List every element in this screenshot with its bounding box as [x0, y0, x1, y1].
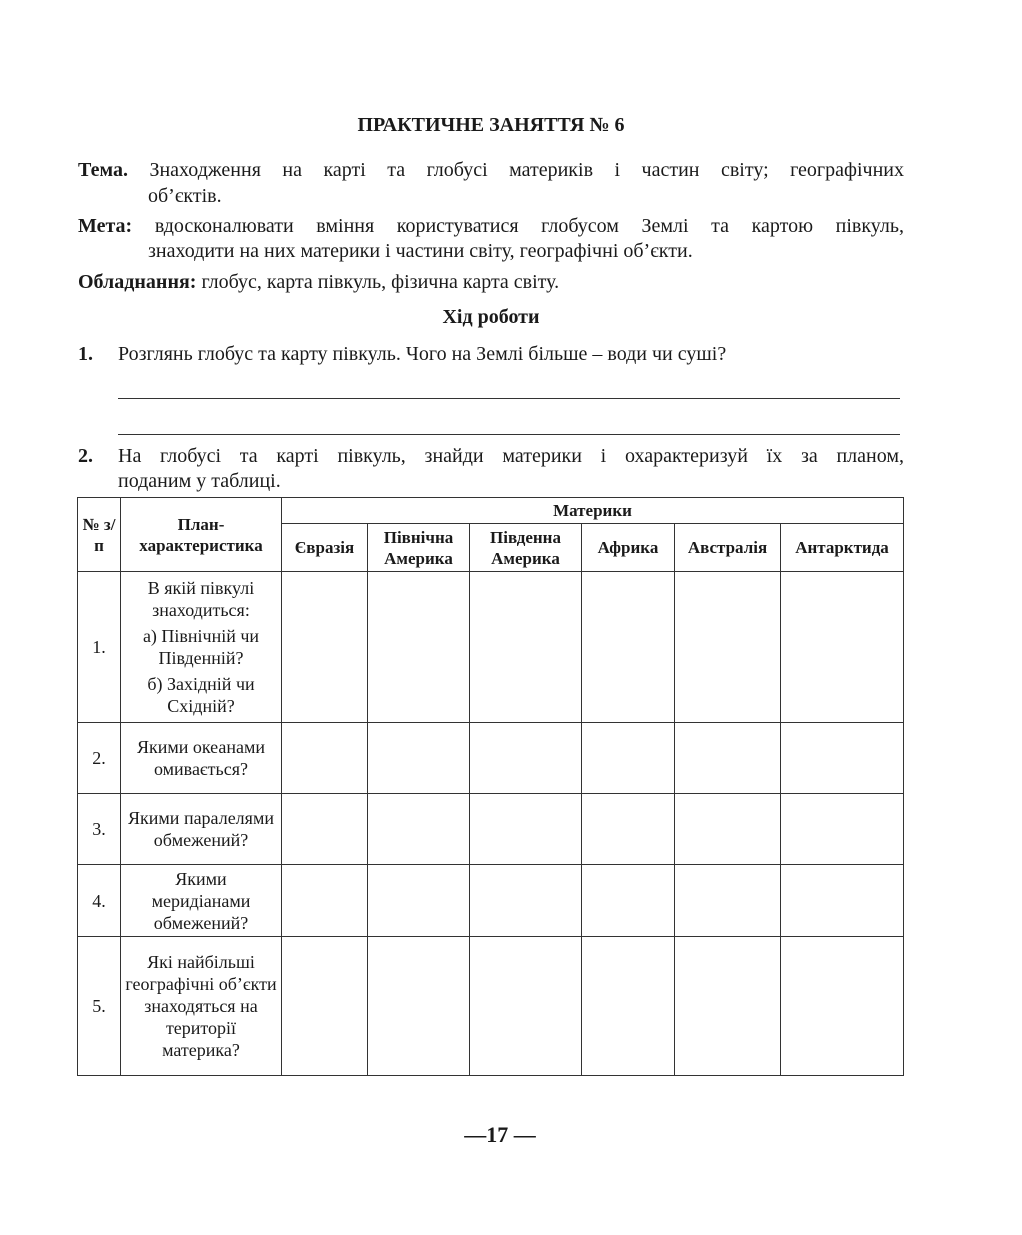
equipment-line [78, 270, 904, 294]
answer-cell[interactable] [470, 794, 582, 865]
task2-text-1: На глобусі та карті півкуль, знайди материки і охарактеризуй їх за планом, [118, 445, 904, 467]
row-plan [121, 937, 282, 1076]
answer-cell[interactable] [675, 937, 781, 1076]
row-number: 4. [78, 865, 121, 937]
header-plan: План-характеристика [121, 498, 282, 572]
answer-cell[interactable] [368, 572, 470, 723]
answer-cell[interactable] [470, 937, 582, 1076]
answer-cell[interactable] [282, 723, 368, 794]
page-number: —17 — [464, 1122, 536, 1147]
plan-text: а) Північній чи Південній? [142, 626, 260, 668]
answer-cell[interactable] [470, 723, 582, 794]
goal-text-2: знаходити на них материки і частини світу, географічні об’єкти. [148, 240, 693, 262]
answer-cell[interactable] [282, 572, 368, 723]
answer-cell[interactable] [582, 794, 675, 865]
answer-line-2[interactable] [118, 434, 900, 435]
answer-cell[interactable] [781, 572, 904, 723]
equipment-label: Обладнання: [78, 271, 197, 293]
header-continent: Антарктида [781, 524, 904, 572]
topic-label: Тема. [78, 159, 128, 181]
answer-cell[interactable] [582, 723, 675, 794]
row-number: 3. [78, 794, 121, 865]
task2-text-2: поданим у таблиці. [118, 470, 281, 492]
row-number: 1. [78, 572, 121, 723]
table-row [78, 937, 904, 1076]
table-row [78, 723, 904, 794]
plan-text: Якими паралелями обмежений? [128, 808, 274, 850]
answer-cell[interactable] [675, 572, 781, 723]
table-row [78, 794, 904, 865]
row-plan [121, 572, 282, 723]
row-number: 2. [78, 723, 121, 794]
topic-line-1 [78, 158, 904, 182]
answer-cell[interactable] [470, 865, 582, 937]
topic-text-2: об’єктів. [148, 185, 222, 207]
answer-line-1[interactable] [118, 398, 900, 399]
table-row [78, 572, 904, 723]
continents-table [77, 497, 904, 1076]
plan-text: Якими океанами омивається? [136, 737, 266, 779]
answer-cell[interactable] [675, 794, 781, 865]
answer-cell[interactable] [582, 865, 675, 937]
plan-text: Які найбільші географічні об’єкти знаходяться на території материка? [125, 952, 277, 1060]
answer-cell[interactable] [368, 937, 470, 1076]
answer-cell[interactable] [781, 794, 904, 865]
workflow-heading: Хід роботи [442, 306, 540, 328]
equipment-text: глобус, карта півкуль, фізична карта світу. [201, 271, 560, 293]
plan-text: б) Західній чи Східній? [147, 674, 255, 716]
page-title: ПРАКТИЧНЕ ЗАНЯТТЯ № 6 [357, 114, 625, 136]
answer-cell[interactable] [282, 937, 368, 1076]
task1-text: Розглянь глобус та карту півкуль. Чого на Землі більше – води чи суші? [118, 343, 727, 365]
answer-cell[interactable] [368, 865, 470, 937]
header-continent: Північна Америка [368, 524, 470, 572]
answer-cell[interactable] [781, 937, 904, 1076]
answer-cell[interactable] [282, 794, 368, 865]
goal-text-1: вдосконалювати вміння користуватися глобусом Землі та картою півкуль, [154, 215, 904, 237]
answer-cell[interactable] [582, 572, 675, 723]
answer-cell[interactable] [781, 723, 904, 794]
header-continent: Євразія [282, 524, 368, 572]
task1-number: 1. [78, 343, 93, 365]
answer-cell[interactable] [368, 794, 470, 865]
answer-cell[interactable] [781, 865, 904, 937]
answer-cell[interactable] [675, 723, 781, 794]
row-number: 5. [78, 937, 121, 1076]
answer-cell[interactable] [282, 865, 368, 937]
topic-text-1: Знаходження на карті та глобусі материків і частин світу; географічних [149, 159, 904, 181]
answer-cell[interactable] [582, 937, 675, 1076]
task2-number: 2. [78, 445, 93, 467]
row-plan [121, 794, 282, 865]
goal-line-1 [78, 214, 904, 238]
table-row [78, 865, 904, 937]
answer-cell[interactable] [675, 865, 781, 937]
plan-text: В якій півкулі знаходиться: [147, 578, 255, 620]
header-continent: Південна Америка [470, 524, 582, 572]
row-plan [121, 865, 282, 937]
header-num: № з/п [78, 498, 121, 572]
answer-cell[interactable] [470, 572, 582, 723]
goal-label: Мета: [78, 215, 133, 237]
answer-cell[interactable] [368, 723, 470, 794]
plan-text: Якими меридіанами обмежений? [151, 868, 251, 933]
header-continent: Австралія [675, 524, 781, 572]
row-plan [121, 723, 282, 794]
header-continent: Африка [582, 524, 675, 572]
header-continents-group: Материки [282, 498, 904, 524]
